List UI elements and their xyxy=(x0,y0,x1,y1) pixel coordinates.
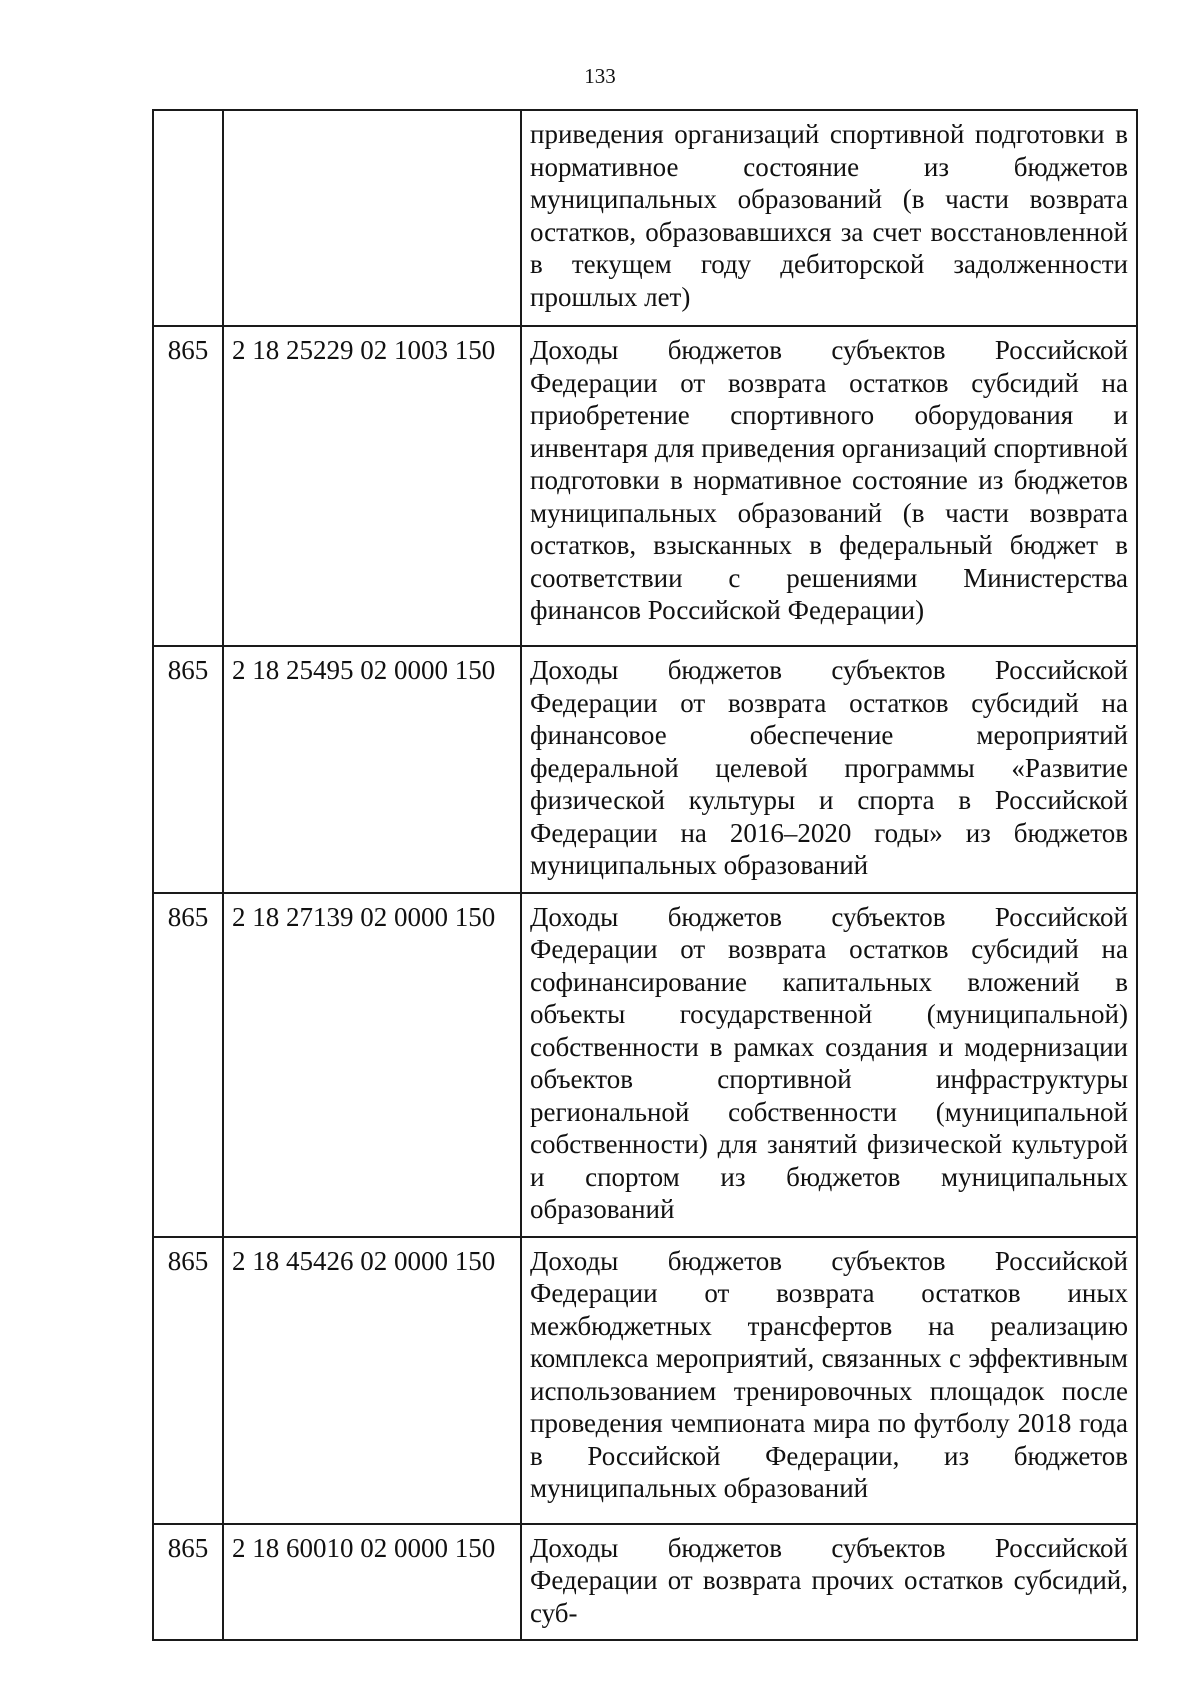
budget-code-cell: 2 18 25495 02 0000 150 xyxy=(223,646,521,893)
description-cell: Доходы бюджетов субъектов Российской Федерации от возврата остатков иных межбюджетных трансфертов на реализацию комплекса мероприятий, связанных с эффективным использованием тренировочных площадок после проведения чемпионата мира по футболу 2018 года в Российской Федерации, из бюджетов муниципальных образований xyxy=(521,1237,1137,1524)
description-cell: приведения организаций спортивной подготовки в нормативное состояние из бюджетов муниципальных образований (в части возврата остатков, образовавшихся за счет восстановленной в текущем году дебиторской задолженности прошлых лет) xyxy=(521,110,1137,326)
table-row xyxy=(153,1237,1137,1524)
admin-code-cell: 865 xyxy=(153,326,223,646)
table-row xyxy=(153,1524,1137,1641)
table-row xyxy=(153,646,1137,893)
budget-code-cell: 2 18 45426 02 0000 150 xyxy=(223,1237,521,1524)
budget-code-cell xyxy=(223,110,521,326)
description-cell: Доходы бюджетов субъектов Российской Федерации от возврата остатков субсидий на финансовое обеспечение мероприятий федеральной целевой программы «Развитие физической культуры и спорта в Российской Федерации на 2016–2020 годы» из бюджетов муниципальных образований xyxy=(521,646,1137,893)
description-cell: Доходы бюджетов субъектов Российской Федерации от возврата остатков субсидий на приобретение спортивного оборудования и инвентаря для приведения организаций спортивной подготовки в нормативное состояние из бюджетов муниципальных образований (в части возврата остатков, взысканных в федеральный бюджет в соответствии с решениями Министерства финансов Российской Федерации) xyxy=(521,326,1137,646)
budget-code-cell: 2 18 25229 02 1003 150 xyxy=(223,326,521,646)
admin-code-cell: 865 xyxy=(153,1237,223,1524)
table-row xyxy=(153,893,1137,1237)
revenue-codes-table xyxy=(152,109,1138,1641)
description-cell: Доходы бюджетов субъектов Российской Федерации от возврата прочих остатков субсидий, суб- xyxy=(521,1524,1137,1641)
page-number: 133 xyxy=(584,64,616,88)
budget-code-cell: 2 18 60010 02 0000 150 xyxy=(223,1524,521,1641)
budget-code-cell: 2 18 27139 02 0000 150 xyxy=(223,893,521,1237)
description-cell: Доходы бюджетов субъектов Российской Федерации от возврата остатков субсидий на софинансирование капитальных вложений в объекты государственной (муниципальной) собственности в рамках создания и модернизации объектов спортивной инфраструктуры региональной собственности (муниципальной собственности) для занятий физической культурой и спортом из бюджетов муниципальных образований xyxy=(521,893,1137,1237)
table-row xyxy=(153,326,1137,646)
admin-code-cell xyxy=(153,110,223,326)
admin-code-cell: 865 xyxy=(153,646,223,893)
admin-code-cell: 865 xyxy=(153,1524,223,1641)
table-row xyxy=(153,110,1137,326)
admin-code-cell: 865 xyxy=(153,893,223,1237)
